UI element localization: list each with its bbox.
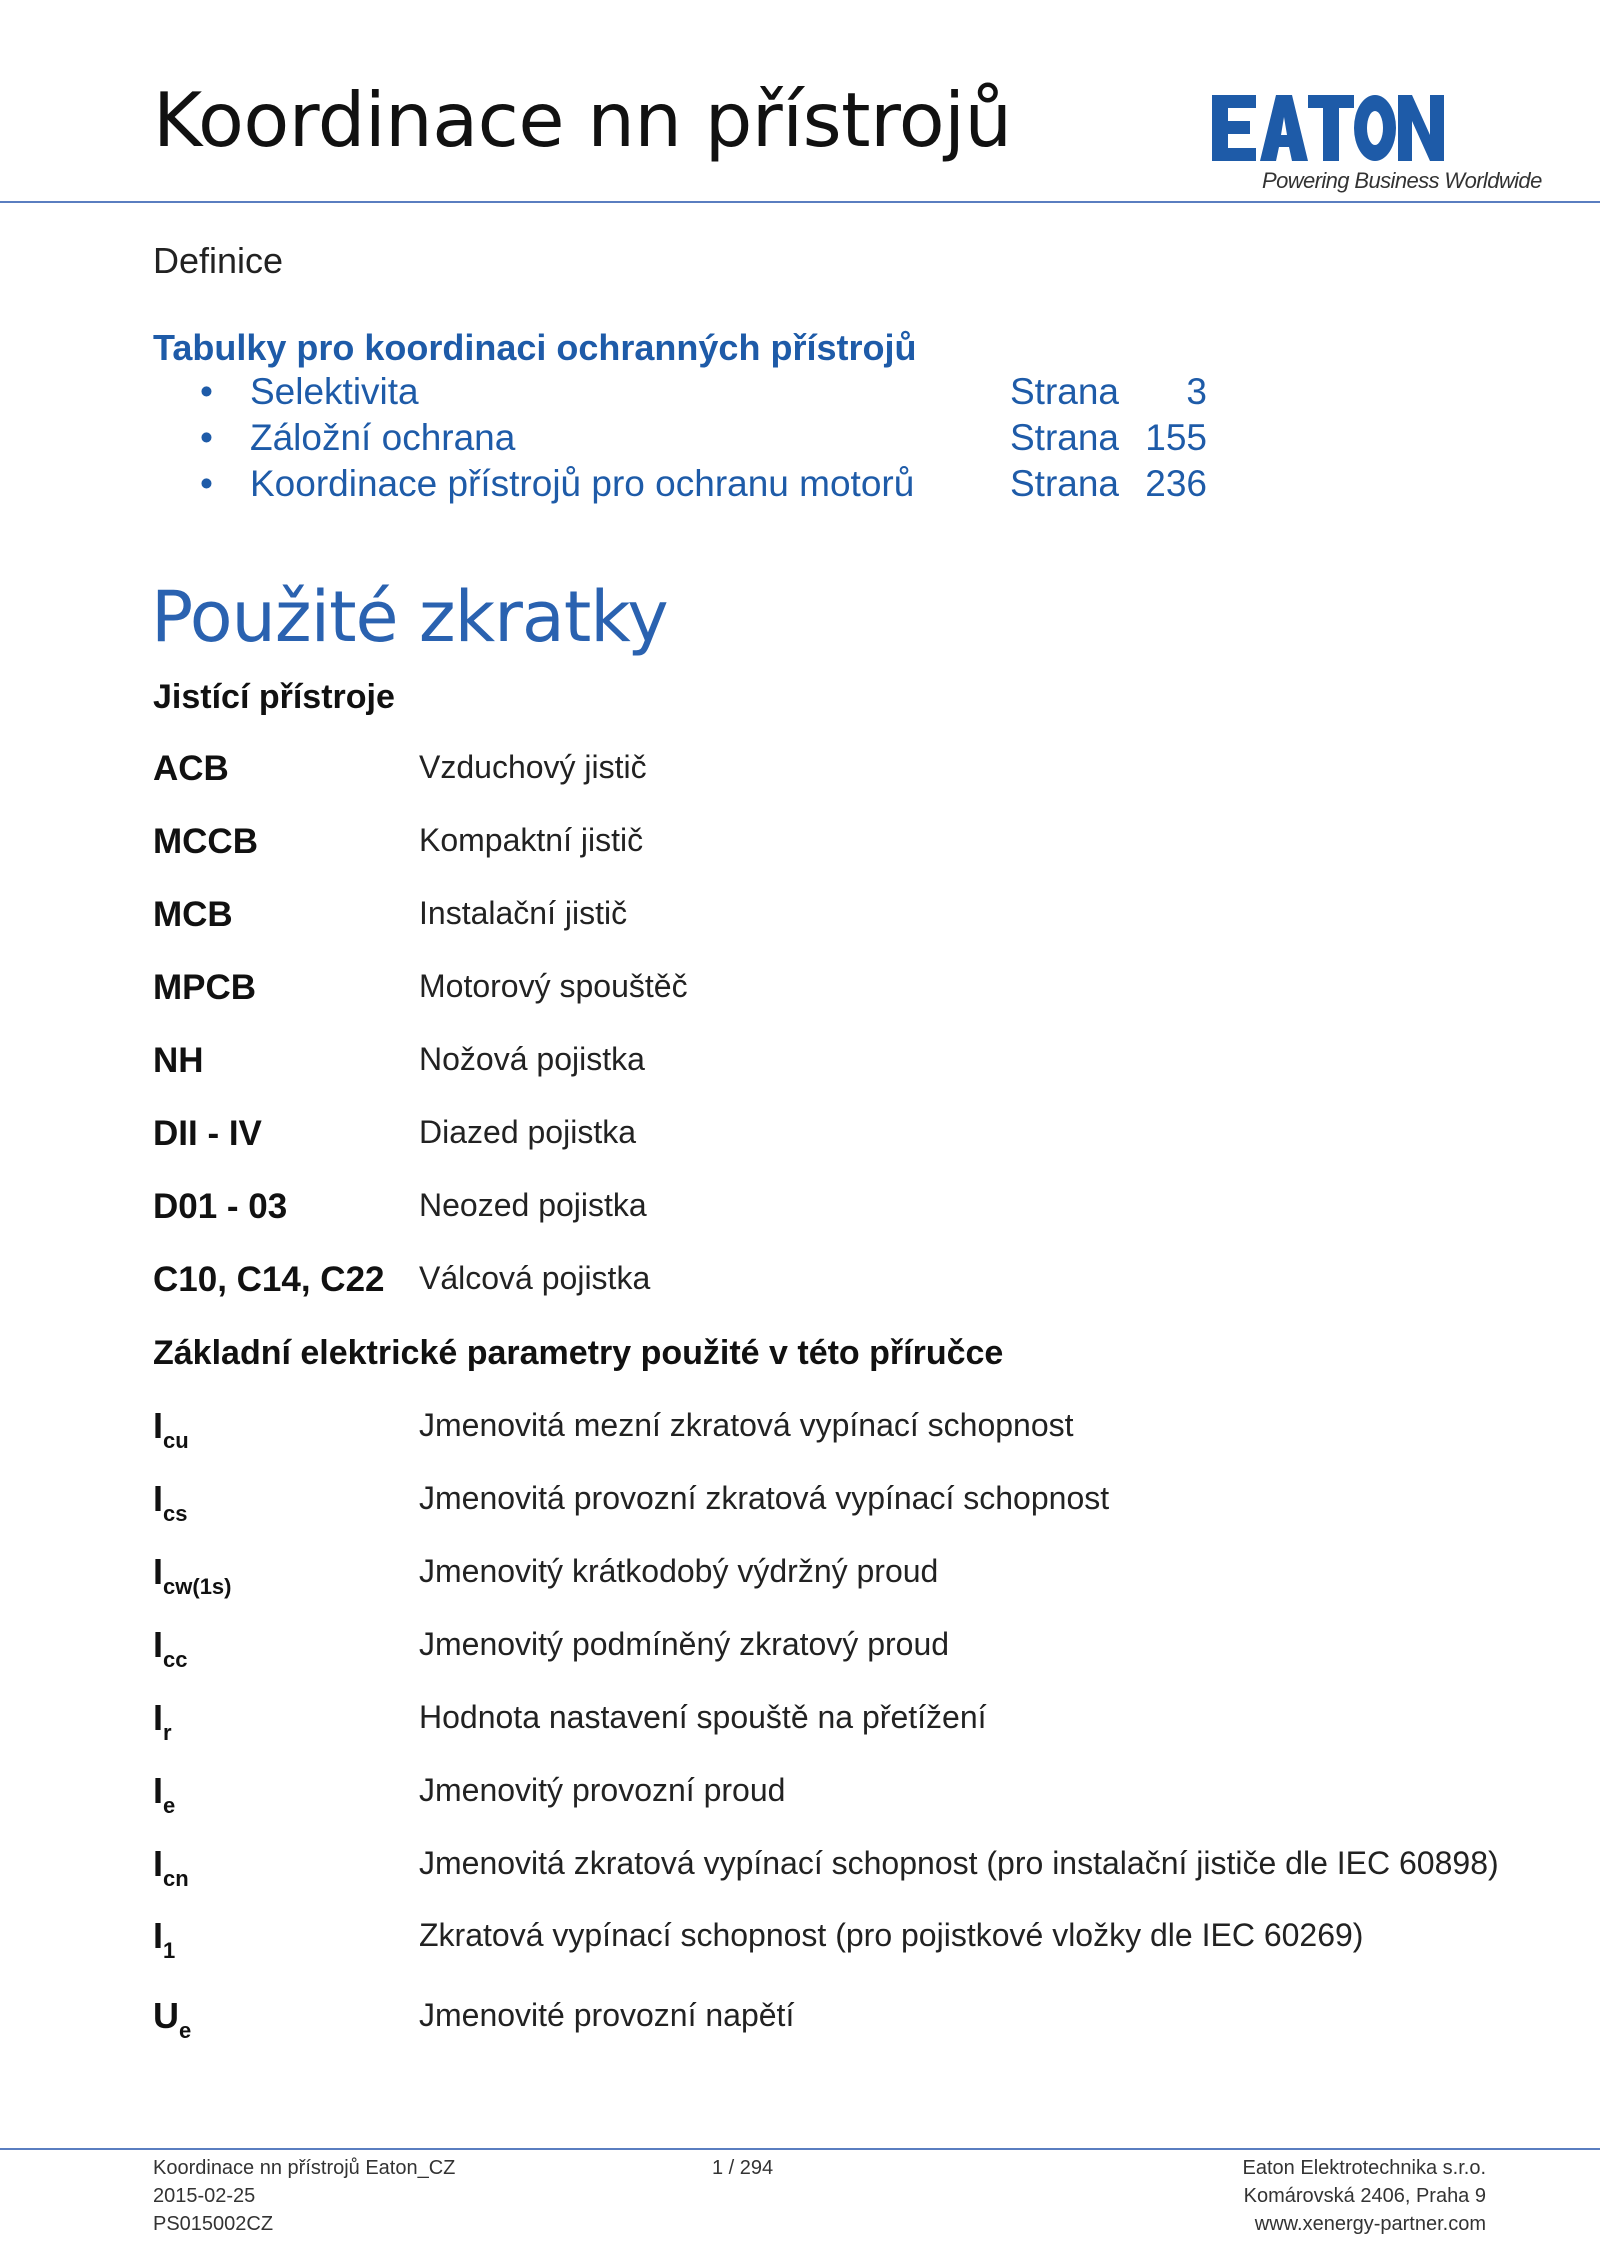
abbreviation-row xyxy=(153,968,1573,1014)
abbreviation-desc: Motorový spouštěč xyxy=(419,968,688,1004)
abbreviation-row xyxy=(153,822,1573,868)
abbreviation-desc: Nožová pojistka xyxy=(419,1041,645,1077)
parameter-desc: Zkratová vypínací schopnost (pro pojistkové vložky dle IEC 60269) xyxy=(419,1917,1364,1953)
parameter-symbol: $I_{cw(1s)}$ xyxy=(153,1551,232,1599)
bullet-icon: • xyxy=(200,371,213,412)
abbreviation-code: MCCB xyxy=(153,822,258,861)
toc-heading: Tabulky pro koordinaci ochranných přístrojů xyxy=(153,327,917,368)
parameter-row xyxy=(153,1697,1573,1747)
parameter-symbol: $I_1$ xyxy=(153,1915,176,1963)
footer-divider xyxy=(0,2148,1600,2150)
abbreviation-desc: Neozed pojistka xyxy=(419,1187,647,1223)
abbreviation-code: C10, C14, C22 xyxy=(153,1260,385,1299)
parameter-row xyxy=(153,1478,1573,1528)
abbreviation-code: DII - IV xyxy=(153,1114,262,1153)
abbreviation-code: NH xyxy=(153,1041,204,1080)
parameter-row xyxy=(153,1551,1573,1601)
abbreviation-row xyxy=(153,749,1573,795)
abbreviation-code: MPCB xyxy=(153,968,257,1007)
section-label-definice: Definice xyxy=(153,240,284,281)
toc-item-page: 236 xyxy=(1145,463,1207,504)
footer-company: Eaton Elektrotechnika s.r.o. xyxy=(1242,2157,1486,2179)
parameter-row xyxy=(153,1770,1573,1820)
toc-item-strana: Strana xyxy=(1010,417,1120,458)
parameter-desc: Jmenovitá zkratová vypínací schopnost (pro instalační jističe dle IEC 60898) xyxy=(419,1845,1499,1881)
parameter-desc: Jmenovitý podmíněný zkratový proud xyxy=(419,1626,950,1662)
parameter-desc: Jmenovitá provozní zkratová vypínací schopnost xyxy=(419,1480,1110,1516)
abbreviation-row xyxy=(153,1114,1573,1160)
logo-tagline: Powering Business Worldwide xyxy=(1262,168,1542,193)
parameter-desc: Jmenovitá mezní zkratová vypínací schopnost xyxy=(419,1407,1074,1443)
bullet-icon: • xyxy=(200,417,213,458)
abbreviation-row xyxy=(153,1260,1573,1306)
abbreviation-desc: Kompaktní jistič xyxy=(419,822,644,858)
toc-item-selektivita[interactable] xyxy=(200,371,1207,417)
abbreviation-desc: Válcová pojistka xyxy=(419,1260,651,1296)
page-title: Koordinace nn přístrojů xyxy=(153,76,1012,164)
parameter-row xyxy=(153,1624,1573,1674)
toc-item-zalozni-ochrana[interactable] xyxy=(200,417,1207,463)
abbreviations-heading: Použité zkratky xyxy=(151,576,668,658)
parameter-symbol: $I_{cn}$ xyxy=(153,1843,189,1891)
parameter-symbol: $I_r$ xyxy=(153,1697,172,1745)
footer-web-link[interactable]: www.xenergy-partner.com xyxy=(1254,2213,1486,2235)
params-heading: Základní elektrické parametry použité v této příručce xyxy=(153,1334,1004,1372)
parameter-symbol: $I_e$ xyxy=(153,1770,176,1818)
parameter-row xyxy=(153,1843,1573,1893)
toc-item-strana: Strana xyxy=(1010,463,1120,504)
abbreviation-row xyxy=(153,1187,1573,1233)
parameter-row xyxy=(153,1995,1573,2045)
abbreviation-desc: Vzduchový jistič xyxy=(419,749,647,785)
footer-page-number: 1 / 294 xyxy=(712,2157,774,2179)
abbreviation-row xyxy=(153,895,1573,941)
toc-item-koordinace-motoru[interactable] xyxy=(200,463,1207,509)
parameter-symbol: $U_e$ xyxy=(153,1995,192,2043)
abbreviation-code: ACB xyxy=(153,749,229,788)
bullet-icon: • xyxy=(200,463,213,504)
header-divider xyxy=(0,201,1600,203)
parameter-desc: Hodnota nastavení spouště na přetížení xyxy=(419,1699,987,1735)
abbreviation-row xyxy=(153,1041,1573,1087)
abbreviation-desc: Diazed pojistka xyxy=(419,1114,636,1150)
footer-doc-name: Koordinace nn přístrojů Eaton_CZ xyxy=(153,2157,456,2179)
parameter-desc: Jmenovité provozní napětí xyxy=(419,1997,795,2033)
parameter-symbol: $I_{cs}$ xyxy=(153,1478,188,1526)
footer-company-info xyxy=(1150,2154,1486,2238)
parameter-desc: Jmenovitý provozní proud xyxy=(419,1772,786,1808)
toc-item-page: 155 xyxy=(1145,417,1207,458)
footer-address: Komárovská 2406, Praha 9 xyxy=(1243,2185,1486,2207)
devices-heading: Jistící přístroje xyxy=(153,678,395,716)
footer-date: 2015-02-25 xyxy=(153,2185,256,2207)
parameter-row xyxy=(153,1405,1573,1455)
parameter-desc: Jmenovitý krátkodobý výdržný proud xyxy=(419,1553,939,1589)
abbreviation-desc: Instalační jistič xyxy=(419,895,628,931)
eaton-logo xyxy=(1212,95,1444,161)
toc-item-page: 3 xyxy=(1186,371,1207,412)
parameter-row xyxy=(153,1915,1573,1965)
footer-doc-info xyxy=(153,2154,455,2238)
footer-doc-code: PS015002CZ xyxy=(153,2213,274,2235)
abbreviation-code: D01 - 03 xyxy=(153,1187,288,1226)
toc-item-label[interactable]: Koordinace přístrojů pro ochranu motorů xyxy=(250,463,915,504)
toc-item-label[interactable]: Záložní ochrana xyxy=(250,417,516,458)
toc-item-strana: Strana xyxy=(1010,371,1120,412)
abbreviation-code: MCB xyxy=(153,895,233,934)
parameter-symbol: $I_{cu}$ xyxy=(153,1405,189,1453)
toc-item-label[interactable]: Selektivita xyxy=(250,371,419,412)
parameter-symbol: $I_{cc}$ xyxy=(153,1624,188,1672)
